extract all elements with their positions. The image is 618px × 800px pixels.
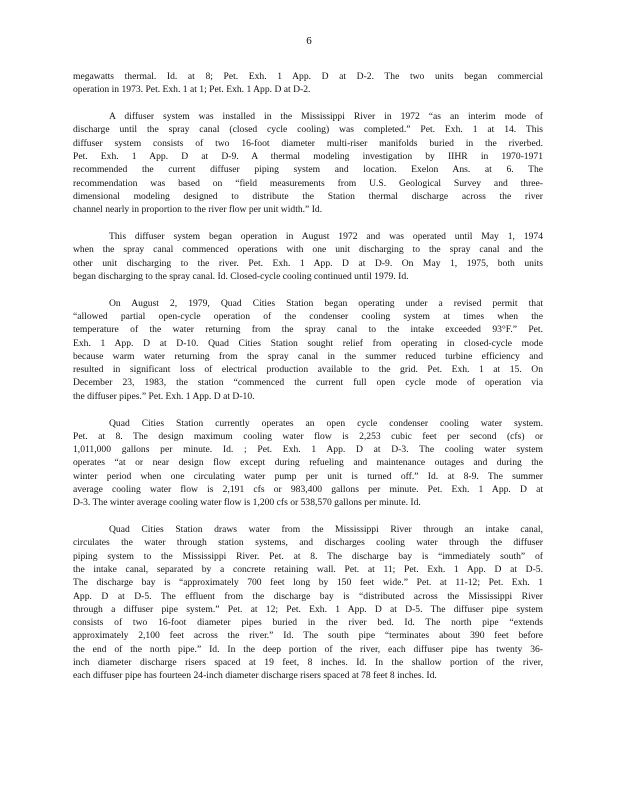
- text-line: operates “at or near design flow except during refueling and maintenance outages and during the: [73, 457, 543, 469]
- text-line: inch diameter discharge risers spaced at 19 feet, 8 inches. Id. In the shallow portion of the river,: [73, 657, 543, 669]
- text-line: App. D at D-5. The effluent from the discharge bay is “distributed across the Mississippi River: [73, 590, 543, 602]
- text-line: December 23, 1983, the station “commenced the current full open cycle mode of operation via: [73, 377, 543, 389]
- text-line: Exh. 1 App. D at D-10. Quad Cities Station sought relief from operating in closed-cycle mode: [73, 337, 543, 349]
- text-line: megawatts thermal. Id. at 8; Pet. Exh. 1 App. D at D-2. The two units began commercial: [73, 71, 543, 82]
- text-line: Quad Cities Station currently operates an open cycle condenser cooling water system.: [109, 417, 543, 429]
- paragraph: [73, 110, 543, 216]
- text-line: each diffuser pipe has fourteen 24-inch diameter discharge risers spaced at 78 feet 8 inches. Id.: [73, 670, 437, 682]
- text-line: the end of the north pipe.” Id. In the deep portion of the river, each diffuser pipe has twenty 36-: [73, 643, 543, 655]
- paragraph: [73, 297, 543, 403]
- text-line: operation in 1973. Pet. Exh. 1 at 1; Pet. Exh. 1 App. D at D-2.: [73, 84, 311, 96]
- text-line: This diffuser system began operation in August 1972 and was operated until May 1, 1974: [109, 230, 543, 242]
- text-line: Quad Cities Station draws water from the Mississippi River through an intake canal,: [109, 524, 543, 536]
- paragraph: [73, 230, 543, 283]
- text-line: The discharge bay is “approximately 700 feet long by 150 feet wide.” Pet. at 11-12; Pet. Exh. 1: [73, 577, 543, 589]
- text-line: “allowed partial open-cycle operation of the condenser cooling system at times when the: [73, 310, 543, 322]
- paragraph: [73, 523, 543, 683]
- text-line: channel nearly in proportion to the river flow per unit width.” Id.: [73, 204, 323, 216]
- text-line: approximately 2,100 feet across the river.” Id. The south pipe “terminates about 390 feet before: [73, 630, 543, 642]
- text-line: resulted in significant loss of electrical production available to the grid. Pet. Exh. 1 at 15. On: [73, 364, 543, 376]
- text-line: recommended the current diffuser piping system and location. Exelon Ans. at 6. The: [73, 164, 543, 176]
- text-line: when the spray canal commenced operations with one unit discharging to the spray canal and the: [73, 244, 543, 256]
- text-line: 1,011,000 gallons per minute. Id. ; Pet. Exh. 1 App. D at D-3. The cooling water system: [73, 444, 543, 456]
- text-line: On August 2, 1979, Quad Cities Station began operating under a revised permit that: [109, 297, 543, 309]
- text-line: consists of two 16-foot diameter pipes buried in the river bed. Id. The north pipe “extends: [73, 617, 543, 629]
- text-line: circulates the water through station systems, and discharges cooling water through the diffuser: [73, 537, 543, 549]
- text-line: dimensional modeling designed to distribute the Station thermal discharge across the river: [73, 190, 543, 202]
- text-line: the diffuser pipes.” Pet. Exh. 1 App. D at D-10.: [73, 390, 255, 402]
- text-line: A diffuser system was installed in the Mississippi River in 1972 “as an interim mode of: [109, 111, 543, 123]
- text-line: the intake canal, separated by a concrete retaining wall. Pet. at 11; Pet. Exh. 1 App. D at D-5.: [73, 564, 543, 575]
- paragraph: [73, 417, 543, 510]
- text-line: temperature of the water returning from the spray canal to the intake exceeded 93°F.” Pet.: [73, 324, 543, 336]
- text-line: winter period when one circulating water pump per unit is turned off.” Id. at 8-9. The summer: [73, 470, 543, 482]
- text-line: Pet. at 8. The design maximum cooling water flow is 2,253 cubic feet per second (cfs) or: [73, 430, 543, 442]
- text-line: diffuser system consists of two 16-foot diameter multi-riser manifolds buried in the riverbed.: [73, 137, 543, 149]
- text-line: because warm water returning from the spray canal in the summer reduced turbine efficiency and: [73, 350, 543, 362]
- page-number: 6: [306, 35, 312, 47]
- text-line: recommendation was based on “field measurements from U.S. Geological Survey and three-: [73, 177, 543, 189]
- text-line: piping system to the Mississippi River. Pet. at 8. The discharge bay is “immediately south” of: [73, 550, 543, 562]
- text-line: through a diffuser pipe system.” Pet. at 12; Pet. Exh. 1 App. D at D-5. The diffuser pipe system: [73, 603, 543, 615]
- paragraph: [73, 70, 543, 97]
- text-line: Pet. Exh. 1 App. D at D-9. A thermal modeling investigation by IIHR in 1970-1971: [73, 150, 543, 162]
- text-line: average cooling water flow is 2,191 cfs or 983,400 gallons per minute. Pet. Exh. 1 App. D at: [73, 484, 543, 496]
- text-line: began discharging to the spray canal. Id. Closed-cycle cooling continued until 1979. Id.: [73, 270, 409, 282]
- document-body: [73, 70, 543, 696]
- text-line: D-3. The winter average cooling water flow is 1,200 cfs or 538,570 gallons per minute. Id.: [73, 497, 421, 509]
- text-line: discharge until the spray canal (closed cycle cooling) was completed.” Pet. Exh. 1 at 14. This: [73, 124, 543, 136]
- text-line: other unit discharging to the river. Pet. Exh. 1 App. D at D-9. On May 1, 1975, both units: [73, 257, 543, 269]
